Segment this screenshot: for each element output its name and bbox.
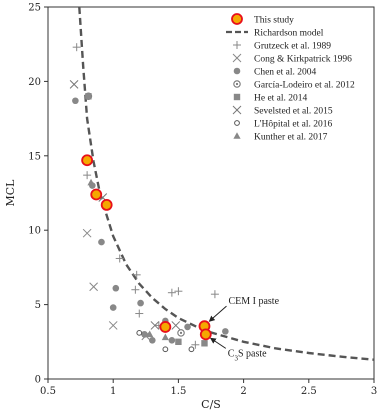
- data-point: [102, 200, 112, 210]
- data-point: [98, 239, 105, 246]
- legend-swatch: [235, 121, 240, 126]
- y-tick-label: 15: [28, 151, 41, 163]
- filled-circle-marker: [234, 68, 241, 75]
- filled-circle-marker: [137, 300, 144, 307]
- y-tick-label: 5: [34, 300, 41, 312]
- x-tick-label: 0.5: [40, 386, 56, 397]
- data-point: [72, 97, 79, 104]
- data-point: [137, 330, 142, 335]
- open-circle-marker: [137, 330, 142, 335]
- data-point: [82, 155, 92, 165]
- legend-label: Richardson model: [254, 28, 324, 39]
- data-point: [184, 324, 191, 331]
- square-marker: [201, 340, 207, 346]
- square-marker: [175, 339, 181, 345]
- filled-circle-marker: [184, 324, 191, 331]
- circle-dot: [236, 83, 238, 85]
- this-study-marker: [82, 155, 92, 165]
- legend-label: Kunther et al. 2017: [254, 132, 328, 143]
- filled-circle-marker: [72, 97, 79, 104]
- filled-circle-marker: [113, 285, 120, 292]
- open-circle-marker: [235, 121, 240, 126]
- x-tick-label: 2: [240, 386, 247, 397]
- data-point: [110, 304, 117, 311]
- filled-circle-marker: [149, 337, 156, 344]
- c3s-label-main: C: [227, 348, 235, 360]
- data-point: [160, 322, 170, 332]
- data-point: [163, 347, 168, 352]
- square-marker: [85, 93, 91, 99]
- c3s-label-tail: S paste: [237, 348, 267, 360]
- y-axis-title: MCL: [4, 179, 17, 207]
- c3s-label-sub: 3: [234, 354, 238, 363]
- y-tick-label: 10: [28, 225, 41, 237]
- data-point: [222, 328, 229, 335]
- legend-swatch: [234, 81, 240, 87]
- this-study-marker: [102, 200, 112, 210]
- circle-dot: [180, 332, 182, 334]
- legend-label: He et al. 2014: [254, 93, 308, 104]
- y-tick-label: 20: [28, 76, 41, 88]
- legend-label: Grutzeck et al. 1989: [254, 41, 332, 52]
- data-point: [169, 337, 176, 344]
- legend-label: Cong & Kirkpatrick 1996: [254, 54, 352, 65]
- legend-swatch: [234, 94, 240, 100]
- data-point: [189, 347, 194, 352]
- x-tick-label: 1: [110, 386, 117, 397]
- legend-label: Sevelsted et al. 2015: [254, 106, 333, 117]
- data-point: [201, 329, 211, 339]
- legend-label: García-Lodeiro et al. 2012: [254, 80, 355, 91]
- filled-circle-marker: [222, 328, 229, 335]
- data-point: [137, 300, 144, 307]
- open-circle-marker: [163, 347, 168, 352]
- y-tick-label: 0: [34, 374, 41, 386]
- filled-circle-marker: [169, 337, 176, 344]
- y-tick-label: 25: [28, 2, 41, 14]
- legend-label: This study: [254, 15, 294, 26]
- square-marker: [234, 94, 240, 100]
- data-point: [149, 337, 156, 344]
- open-circle-marker: [189, 347, 194, 352]
- data-point: [113, 285, 120, 292]
- data-point: [178, 330, 184, 336]
- legend-label: L'Hôpital et al. 2016: [254, 119, 333, 130]
- filled-circle-marker: [98, 239, 105, 246]
- data-point: [175, 339, 181, 345]
- x-tick-label: 3: [370, 386, 378, 397]
- x-tick-label: 2.5: [300, 386, 317, 397]
- this-study-marker: [91, 189, 101, 199]
- x-axis-title: C/S: [201, 398, 221, 411]
- data-point: [201, 340, 207, 346]
- legend-label: Chen et al. 2004: [254, 67, 317, 78]
- legend-swatch: [232, 14, 242, 24]
- this-study-marker: [160, 322, 170, 332]
- data-point: [91, 189, 101, 199]
- cem-label: CEM I paste: [228, 296, 280, 308]
- data-point: [85, 93, 91, 99]
- filled-circle-marker: [110, 304, 117, 311]
- legend-swatch: [234, 68, 241, 75]
- this-study-marker: [232, 14, 242, 24]
- this-study-marker: [201, 329, 211, 339]
- x-tick-label: 1.5: [170, 386, 187, 397]
